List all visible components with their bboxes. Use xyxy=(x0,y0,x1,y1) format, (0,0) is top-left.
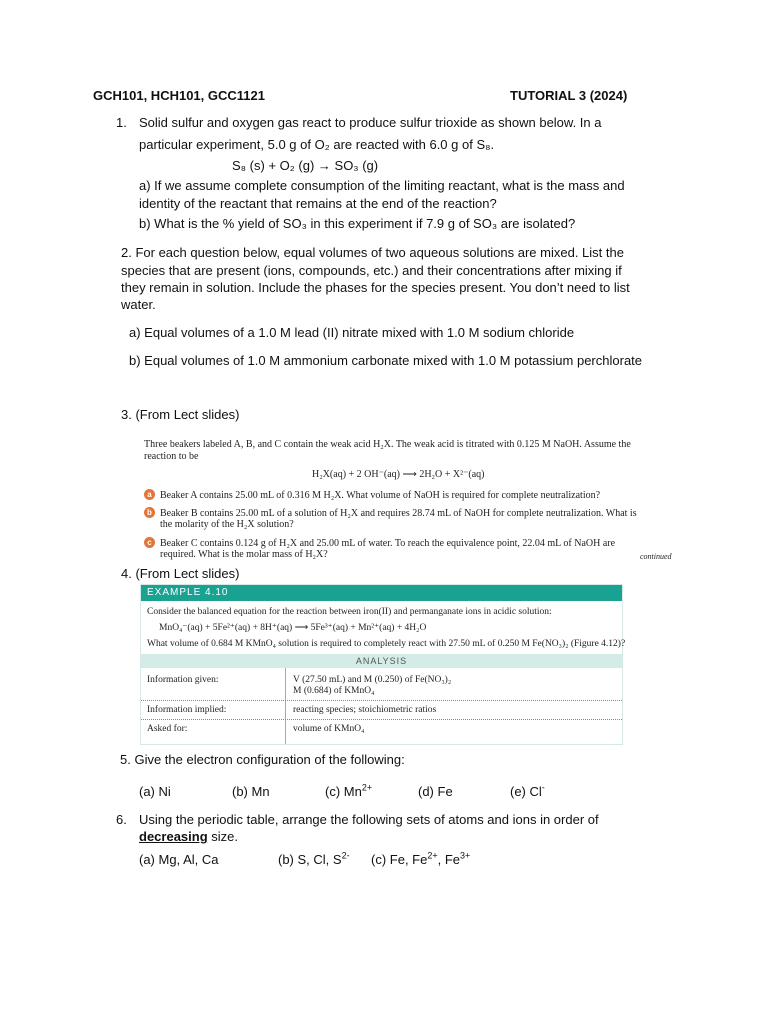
q3-label: 3. (From Lect slides) xyxy=(121,407,240,422)
tutorial-title: TUTORIAL 3 (2024) xyxy=(510,88,628,103)
q1-part-b: b) What is the % yield of SO₃ in this experiment if 7.9 g of SO₃ are isolated? xyxy=(139,216,576,231)
q5-item-e: (e) Cl- xyxy=(510,782,545,799)
q3-continued: continued xyxy=(640,552,672,561)
q6-item-b: (b) S, Cl, $S^{2-}$ xyxy=(278,850,350,867)
q3-slide-image xyxy=(140,434,680,564)
q1-part-a-2: identity of the reactant that remains at the end of the reaction? xyxy=(139,196,497,211)
q3-part-c-2: required. What is the molar mass of H₂X? xyxy=(160,549,328,560)
q2-line-2: species that are present (ions, compounds, etc.) and their concentrations after mixing if xyxy=(121,263,622,278)
q5-label: 5. Give the electron configuration of the following: xyxy=(120,752,405,767)
q3-badge-a: a xyxy=(144,489,155,500)
q3-part-c-1: Beaker C contains 0.124 g of H₂X and 25.00 mL of water. To reach the equivalence point, 22.04 mL of NaOH are xyxy=(160,538,616,549)
q4-row-3-label: Asked for: xyxy=(147,724,188,734)
q4-row-sep-2 xyxy=(141,719,622,720)
q4-analysis-band: ANALYSIS xyxy=(141,654,622,668)
q4-row-1-value-2: M (0.684) of KMnO₄ xyxy=(293,686,375,696)
q4-row-2-label: Information implied: xyxy=(147,705,227,715)
course-codes: GCH101, HCH101, GCC1121 xyxy=(93,88,265,103)
q3-part-b-2: the molarity of the H₂X solution? xyxy=(160,519,294,530)
q4-example-image xyxy=(140,584,626,745)
q3-part-a: Beaker A contains 25.00 mL of 0.316 M H₂X. What volume of NaOH is required for complete neutralization? xyxy=(160,490,601,501)
q4-row-sep-1 xyxy=(141,700,622,701)
q6-line-1: Using the periodic table, arrange the following sets of atoms and ions in order of xyxy=(139,812,599,827)
q3-intro-1: Three beakers labeled A, B, and C contain the weak acid H₂X. The weak acid is titrated with 0.125 M NaOH. Assume the xyxy=(144,439,631,450)
q4-paragraph-2: What volume of 0.684 M KMnO₄ solution is required to completely react with 27.50 mL of 0.250 M Fe(NO₃)₂ (Figure 4.12)? xyxy=(147,639,626,649)
q6-item-c: (c) Fe, $Fe^{2+}$, $Fe^{3+}$ xyxy=(371,850,471,867)
q2-line-1: 2. For each question below, equal volumes of two aqueous solutions are mixed. List the xyxy=(121,245,624,260)
q6-number: 6. xyxy=(116,812,127,827)
q4-row-1-label: Information given: xyxy=(147,675,219,685)
q6-item-a: (a) Mg, Al, Ca xyxy=(139,852,219,867)
q6-line-2: decreasing size. xyxy=(139,829,238,844)
q2-line-3: they remain in solution. Include the phases for the species present. You don’t need to list xyxy=(121,280,630,295)
q4-row-2-value-1: reacting species; stoichiometric ratios xyxy=(293,705,437,715)
q4-equation: MnO₄⁻(aq) + 5Fe²⁺(aq) + 8H⁺(aq) ⟶ 5Fe³⁺(aq) + Mn²⁺(aq) + 4H₂O xyxy=(159,623,427,633)
q5-item-d: (d) Fe xyxy=(418,784,453,799)
q4-row-3-value-1: volume of KMnO₄ xyxy=(293,724,365,734)
q2-line-4: water. xyxy=(121,297,156,312)
q6-decreasing: decreasing xyxy=(139,829,208,844)
q1-part-a-1: a) If we assume complete consumption of the limiting reactant, what is the mass and xyxy=(139,178,625,193)
q3-part-b-1: Beaker B contains 25.00 mL of a solution of H₂X and requires 28.74 mL of NaOH for complete neutralization. What is xyxy=(160,508,637,519)
q2-part-a: a) Equal volumes of a 1.0 M lead (II) nitrate mixed with 1.0 M sodium chloride xyxy=(129,325,575,340)
q4-example-header: EXAMPLE 4.10 xyxy=(141,585,622,601)
q3-badge-b: b xyxy=(144,507,155,518)
q4-table-divider xyxy=(285,668,286,744)
q1-line-1: Solid sulfur and oxygen gas react to produce sulfur trioxide as shown below. In a xyxy=(139,115,602,130)
q3-intro-2: reaction to be xyxy=(144,451,199,462)
q2-part-b: b) Equal volumes of 1.0 M ammonium carbonate mixed with 1.0 M potassium perchlorate xyxy=(129,353,643,368)
q5-item-b: (b) Mn xyxy=(232,784,270,799)
q1-equation: S₈ (s) + O₂ (g) → SO₃ (g) xyxy=(232,158,379,173)
q1-number: 1. xyxy=(116,115,127,130)
q5-item-c: (c) $Mn^{2+}$ xyxy=(325,782,373,799)
q1-line-2: particular experiment, 5.0 g of O₂ are reacted with 6.0 g of S₈. xyxy=(139,137,495,152)
q4-label: 4. (From Lect slides) xyxy=(121,566,240,581)
q4-paragraph-1: Consider the balanced equation for the reaction between iron(II) and permanganate ions in acidic solution: xyxy=(147,607,552,617)
q3-badge-c: c xyxy=(144,537,155,548)
q5-item-a: (a) Ni xyxy=(139,784,171,799)
q3-equation: H₂X(aq) + 2 OH⁻(aq) ⟶ 2H₂O + X²⁻(aq) xyxy=(312,469,485,480)
q4-row-1-value-1: V (27.50 mL) and M (0.250) of Fe(NO₃)₂ xyxy=(293,675,452,685)
